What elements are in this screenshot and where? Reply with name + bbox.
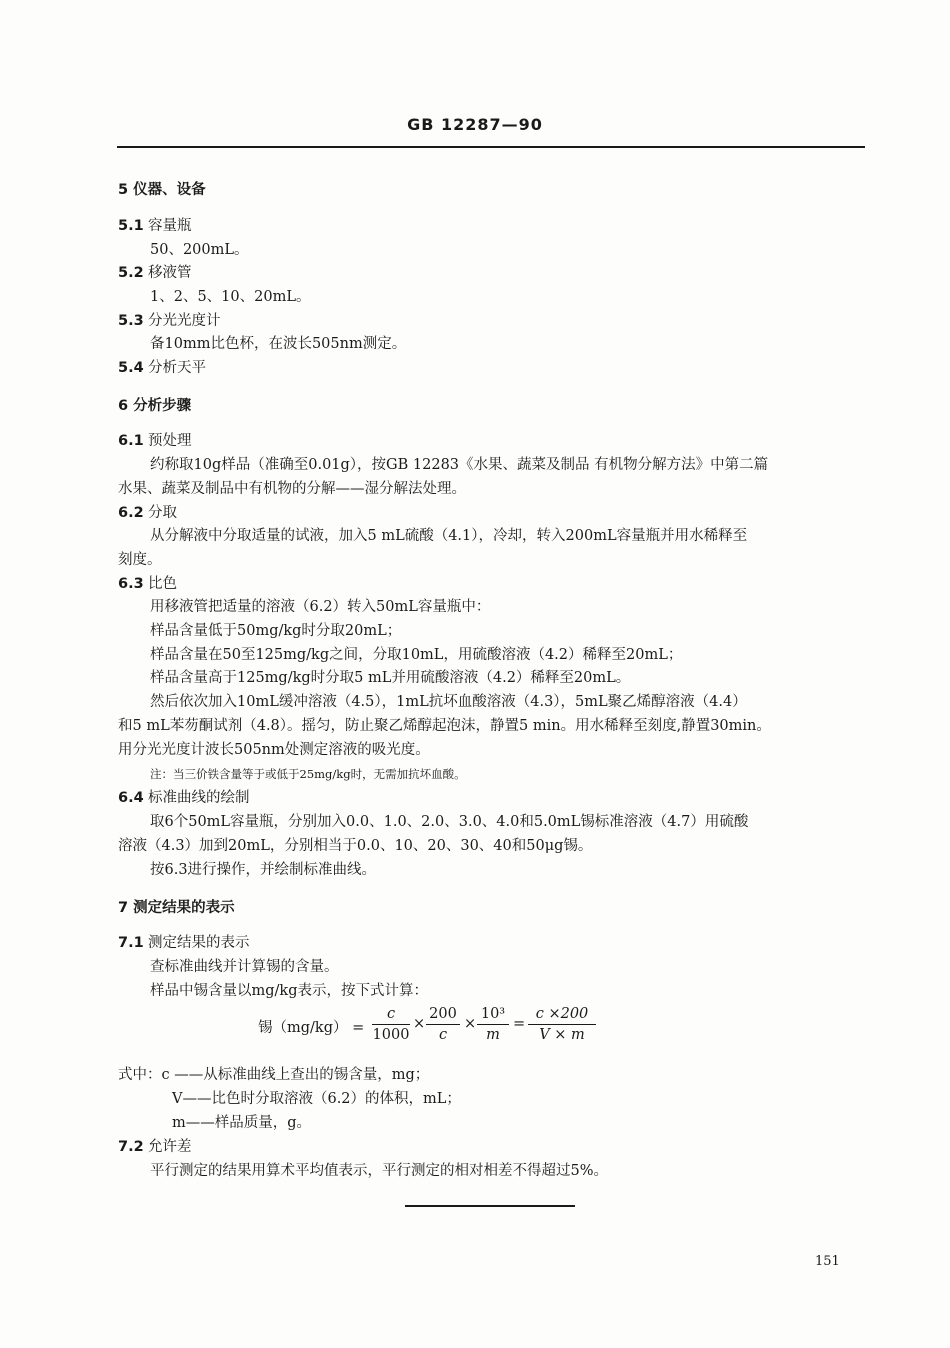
section-title: 允许差 — [148, 1139, 192, 1155]
numerator: 10³ — [477, 1004, 509, 1025]
section-6-3-line-4: 样品含量高于125mg/kg时分取5 mL并用硫酸溶液（4.2）稀释至20mL。 — [150, 670, 631, 686]
section-6-2-line-2: 刻度。 — [118, 552, 162, 568]
section-number: 5.2 — [118, 265, 144, 281]
section-number: 6.3 — [118, 576, 144, 592]
section-6-4-heading — [118, 788, 250, 808]
section-6-4-line-3: 按6.3进行操作，并绘制标准曲线。 — [150, 862, 377, 878]
denominator: m — [486, 1027, 500, 1043]
section-number: 7.2 — [118, 1139, 144, 1155]
where-item-v: V——比色时分取溶液（6.2）的体积，mL； — [172, 1091, 461, 1107]
where-clause — [118, 1065, 429, 1085]
section-7-title: 7 测定结果的表示 — [118, 900, 235, 916]
section-5-2-text: 1、2、5、10、20mL。 — [150, 289, 311, 305]
section-number: 6.4 — [118, 790, 144, 806]
section-7-2-line-1: 平行测定的结果用算术平均值表示，平行测定的相对相差不得超过5%。 — [150, 1163, 609, 1179]
section-number: 6.2 — [118, 505, 144, 521]
denominator: 1000 — [372, 1027, 410, 1043]
section-6-3-heading — [118, 574, 177, 594]
fraction-1000-over-m — [477, 1004, 509, 1045]
equals-sign: = — [513, 1016, 526, 1032]
section-6-3-note: 注：当三价铁含量等于或低于25mg/kg时，无需加抗坏血酸。 — [150, 767, 466, 781]
section-7-2-heading — [118, 1137, 192, 1157]
numerator: c ×200 — [528, 1004, 596, 1025]
section-6-1-line-2: 水果、蔬菜及制品中有机物的分解——湿分解法处理。 — [118, 481, 466, 497]
section-6-3-line-3: 样品含量在50至125mg/kg之间，分取10mL，用硫酸溶液（4.2）稀释至20mL； — [150, 647, 683, 663]
section-title: 移液管 — [148, 265, 192, 281]
section-6-1-heading — [118, 431, 192, 451]
section-5-3-heading — [118, 311, 221, 331]
header-title: GB 12287—90 — [407, 115, 543, 134]
section-5-title: 5 仪器、设备 — [118, 182, 206, 198]
section-7-1-heading — [118, 933, 250, 953]
section-number: 5.3 — [118, 313, 144, 329]
section-6-2-line-1: 从分解液中分取适量的试液，加入5 mL硫酸（4.1），冷却，转入200mL容量瓶并用水稀释至 — [150, 528, 748, 544]
section-6-1-line-1: 约称取10g样品（准确至0.01g），按GB 12283《水果、蔬菜及制品 有机物分解方法》中第二篇 — [150, 457, 769, 473]
end-rule — [405, 1205, 575, 1207]
tin-content-formula — [258, 1004, 618, 1048]
section-number: 5.1 — [118, 218, 144, 234]
section-6-title: 6 分析步骤 — [118, 398, 192, 414]
section-title: 比色 — [148, 576, 177, 592]
fraction-c-over-1000 — [372, 1004, 410, 1045]
denominator: V × m — [539, 1027, 585, 1043]
section-5-1-heading — [118, 216, 192, 236]
section-6-2-heading — [118, 503, 177, 523]
section-title: 预处理 — [148, 433, 192, 449]
fraction-result — [528, 1004, 596, 1045]
times-sign: × — [464, 1016, 477, 1032]
section-title: 测定结果的表示 — [148, 935, 250, 951]
section-7-1-line-2: 样品中锡含量以mg/kg表示，按下式计算： — [150, 983, 428, 999]
section-title: 分取 — [148, 505, 177, 521]
formula-lhs: 锡（mg/kg） = — [258, 1020, 365, 1036]
section-5-2-heading — [118, 263, 192, 283]
header-rule — [117, 146, 865, 148]
section-number: 5.4 — [118, 360, 144, 376]
section-6-4-line-2: 溶液（4.3）加到20mL，分别相当于0.0、10、20、30、40和50μg锡。 — [118, 838, 593, 854]
section-6-4-line-1: 取6个50mL容量瓶，分别加入0.0、1.0、2.0、3.0、4.0和5.0mL锡标准溶液（4.7）用硫酸 — [150, 814, 749, 830]
section-title: 标准曲线的绘制 — [148, 790, 250, 806]
section-6-3-line-7: 用分光光度计波长505nm处测定溶液的吸光度。 — [118, 742, 430, 758]
fraction-200-over-c — [426, 1004, 460, 1045]
numerator: c — [372, 1004, 410, 1025]
section-title: 分析天平 — [148, 360, 206, 376]
where-label: 式中： — [118, 1067, 162, 1083]
section-7-1-line-1: 查标准曲线并计算锡的含量。 — [150, 959, 339, 975]
denominator: c — [438, 1027, 448, 1043]
section-6-3-line-6: 和5 mL苯芴酮试剂（4.8）。摇匀，防止聚乙烯醇起泡沫，静置5 min。用水稀释至刻度,静置30min。 — [118, 718, 771, 734]
page-number: 151 — [815, 1254, 840, 1269]
section-title: 容量瓶 — [148, 218, 192, 234]
where-item-m: m——样品质量，g。 — [172, 1115, 312, 1131]
section-6-3-line-1: 用移液管把适量的溶液（6.2）转入50mL容量瓶中： — [150, 599, 491, 615]
section-number: 7.1 — [118, 935, 144, 951]
times-sign: × — [413, 1016, 426, 1032]
section-6-3-line-5: 然后依次加入10mL缓冲溶液（4.5），1mL抗坏血酸溶液（4.3），5mL聚乙烯醇溶液（4.4） — [150, 694, 747, 710]
section-5-4-heading — [118, 358, 206, 378]
section-6-3-line-2: 样品含量低于50mg/kg时分取20mL； — [150, 623, 402, 639]
section-5-1-text: 50、200mL。 — [150, 242, 249, 258]
section-number: 6.1 — [118, 433, 144, 449]
section-5-3-text: 备10mm比色杯，在波长505nm测定。 — [150, 336, 407, 352]
numerator: 200 — [426, 1004, 460, 1025]
where-item-c: c ——从标准曲线上查出的锡含量，mg； — [161, 1067, 430, 1083]
section-title: 分光光度计 — [148, 313, 221, 329]
